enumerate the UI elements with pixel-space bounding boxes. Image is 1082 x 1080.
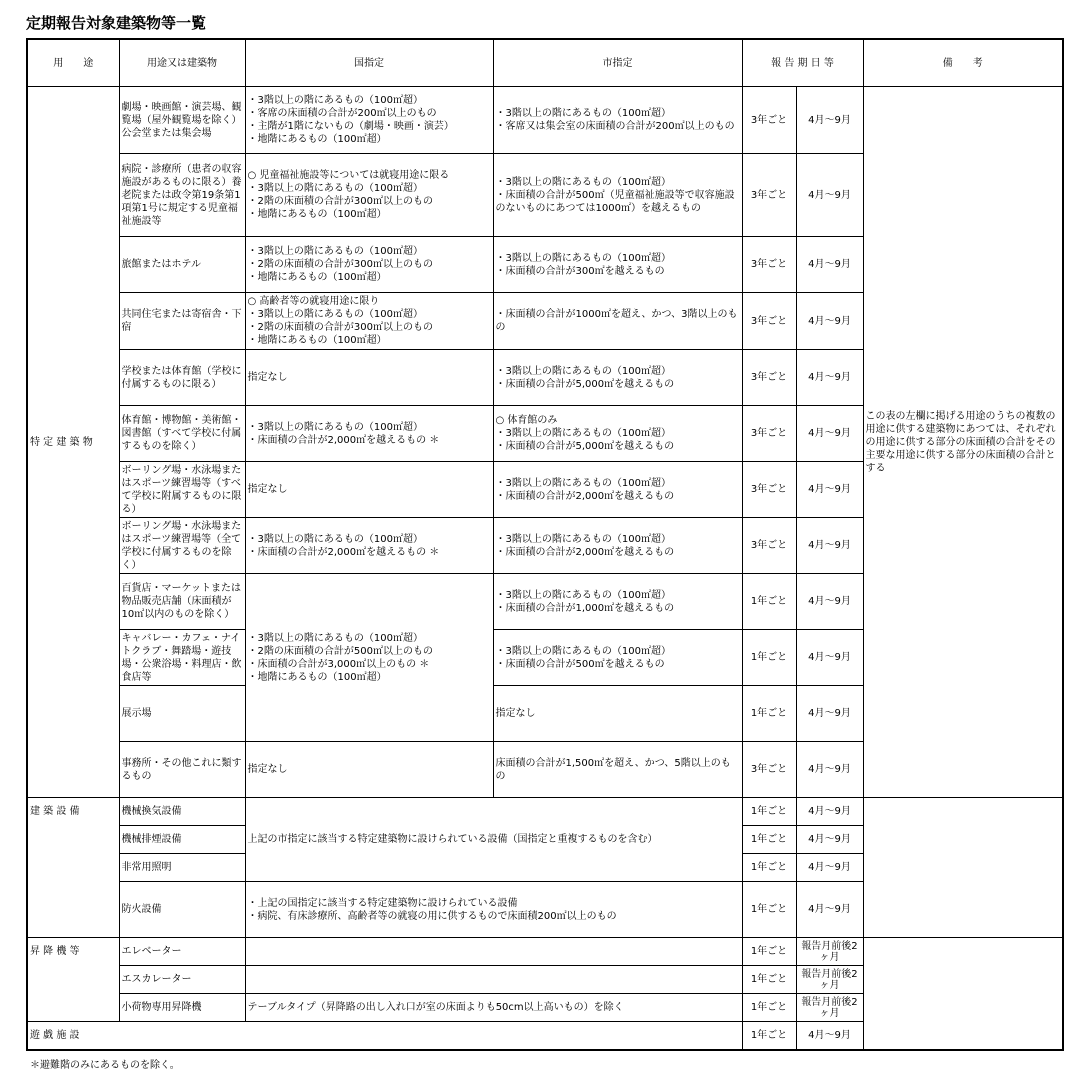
- city-cell: 床面積の合計が1,500㎡を超え、かつ、5階以上のもの: [493, 742, 742, 798]
- interval-cell: 3年ごと: [742, 462, 796, 518]
- city-cell: ・3階以上の階にあるもの（100㎡超） ・床面積の合計が1,000㎡を越えるもの: [493, 574, 742, 630]
- interval-cell: 1年ごと: [742, 1022, 796, 1050]
- national-cell: 指定なし: [245, 742, 493, 798]
- building-cell: 事務所・その他これに類するもの: [119, 742, 245, 798]
- city-cell: ・3階以上の階にあるもの（100㎡超） ・床面積の合計が300㎡を越えるもの: [493, 237, 742, 293]
- category-elevators: 昇 降 機 等: [27, 938, 119, 1022]
- header-building: 用途又は建築物: [119, 39, 245, 87]
- interval-cell: 1年ごと: [742, 630, 796, 686]
- category-amusement: 遊 戯 施 設: [27, 1022, 742, 1050]
- national-cell: 指定なし: [245, 462, 493, 518]
- national-cell: ・3階以上の階にあるもの（100㎡超） ・2階の床面積の合計が300㎡以上のもの ・地階にあるもの（100㎡超）: [245, 237, 493, 293]
- elevator-text-cell: [245, 938, 742, 966]
- city-cell: ・3階以上の階にあるもの（100㎡超） ・床面積の合計が2,000㎡を越えるもの: [493, 518, 742, 574]
- months-cell: 4月～9月: [796, 293, 863, 350]
- building-cell: キャバレー・カフェ・ナイトクラブ・舞踏場・遊技場・公衆浴場・料理店・飲食店等: [119, 630, 245, 686]
- building-cell: 共同住宅または寄宿舎・下宿: [119, 293, 245, 350]
- table-row: [27, 938, 1063, 966]
- building-cell: 展示場: [119, 686, 245, 742]
- fire-equipment-cell: ・上記の国指定に該当する特定建築物に設けられている設備 ・病院、有床診療所、高齢者等の就寝の用に供するもので床面積200㎡以上のもの: [245, 882, 742, 938]
- interval-cell: 3年ごと: [742, 518, 796, 574]
- header-national: 国指定: [245, 39, 493, 87]
- interval-cell: 3年ごと: [742, 237, 796, 293]
- interval-cell: 1年ごと: [742, 798, 796, 826]
- table-row: [27, 87, 1063, 154]
- report-table: [26, 38, 1064, 1051]
- interval-cell: 3年ごと: [742, 350, 796, 406]
- building-cell: 病院・診療所（患者の収容施設があるものに限る）養老院または政令第19条第1項第1号に規定する児童福祉施設等: [119, 154, 245, 237]
- building-cell: ボーリング場・水泳場またはスポーツ練習場等（すべて学校に附属するものに限る）: [119, 462, 245, 518]
- months-cell: 4月～9月: [796, 237, 863, 293]
- city-cell: ・3階以上の階にあるもの（100㎡超） ・床面積の合計が2,000㎡を越えるもの: [493, 462, 742, 518]
- months-cell: 4月～9月: [796, 742, 863, 798]
- header-remarks: 備 考: [863, 39, 1063, 87]
- interval-cell: 3年ごと: [742, 742, 796, 798]
- interval-cell: 1年ごと: [742, 882, 796, 938]
- months-cell: 4月～9月: [796, 350, 863, 406]
- city-cell: ○ 体育館のみ ・3階以上の階にあるもの（100㎡超） ・床面積の合計が5,000㎡を越えるもの: [493, 406, 742, 462]
- months-cell: 4月～9月: [796, 882, 863, 938]
- city-cell: ・3階以上の階にあるもの（100㎡超） ・床面積の合計が5,000㎡を越えるもの: [493, 350, 742, 406]
- months-cell: 4月～9月: [796, 1022, 863, 1050]
- interval-cell: 1年ごと: [742, 826, 796, 854]
- header-report-period: 報 告 期 日 等: [742, 39, 863, 87]
- building-cell: エレベーター: [119, 938, 245, 966]
- category-building-equipment: 建 築 設 備: [27, 798, 119, 938]
- building-cell: 旅館またはホテル: [119, 237, 245, 293]
- national-cell: ○ 児童福祉施設等については就寝用途に限る ・3階以上の階にあるもの（100㎡超） ・2階の床面積の合計が300㎡以上のもの ・地階にあるもの（100㎡超）: [245, 154, 493, 237]
- elevator-text-cell: テーブルタイプ（昇降路の出し入れ口が室の床面よりも50cm以上高いもの）を除く: [245, 994, 742, 1022]
- equipment-shared-cell: 上記の市指定に該当する特定建築物に設けられている設備（国指定と重複するものを含む）: [245, 798, 742, 882]
- months-cell: 報告月前後2ヶ月: [796, 966, 863, 994]
- building-cell: ボーリング場・水泳場またはスポーツ練習場等（全て学校に付属するものを除く）: [119, 518, 245, 574]
- city-cell: 指定なし: [493, 686, 742, 742]
- page-title: 定期報告対象建築物等一覧: [26, 14, 207, 32]
- months-cell: 4月～9月: [796, 574, 863, 630]
- national-cell: ・3階以上の階にあるもの（100㎡超） ・床面積の合計が2,000㎡を越えるもの ＊: [245, 406, 493, 462]
- interval-cell: 1年ごと: [742, 966, 796, 994]
- city-cell: ・3階以上の階にあるもの（100㎡超） ・客席又は集会室の床面積の合計が200㎡以上のもの: [493, 87, 742, 154]
- interval-cell: 3年ごと: [742, 154, 796, 237]
- remarks-cell: この表の左欄に掲げる用途のうちの複数の用途に供する建築物にあつては、それぞれの用途に供する部分の床面積の合計をその主要な用途に供する部分の床面積の合計とする: [863, 87, 1063, 798]
- building-cell: 機械排煙設備: [119, 826, 245, 854]
- header-use: 用 途: [27, 39, 119, 87]
- national-cell: ○ 高齢者等の就寝用途に限り ・3階以上の階にあるもの（100㎡超） ・2階の床面積の合計が300㎡以上のもの ・地階にあるもの（100㎡超）: [245, 293, 493, 350]
- national-cell: 指定なし: [245, 350, 493, 406]
- building-cell: 小荷物専用昇降機: [119, 994, 245, 1022]
- footnote: ＊避難階のみにあるものを除く。: [30, 1060, 180, 1071]
- remarks-empty-cell: [863, 938, 1063, 1050]
- national-cell: ・3階以上の階にあるもの（100㎡超） ・客席の床面積の合計が200㎡以上のもの ・主階が1階にないもの（劇場・映画・演芸） ・地階にあるもの（100㎡超）: [245, 87, 493, 154]
- building-cell: エスカレーター: [119, 966, 245, 994]
- months-cell: 4月～9月: [796, 462, 863, 518]
- interval-cell: 1年ごと: [742, 574, 796, 630]
- building-cell: 非常用照明: [119, 854, 245, 882]
- months-cell: 4月～9月: [796, 406, 863, 462]
- header-row: [27, 39, 1063, 87]
- national-cell: ・3階以上の階にあるもの（100㎡超） ・床面積の合計が2,000㎡を越えるもの ＊: [245, 518, 493, 574]
- building-cell: 百貨店・マーケットまたは物品販売店舗（床面積が10㎡以内のものを除く）: [119, 574, 245, 630]
- building-cell: 劇場・映画館・演芸場、観覧場（屋外観覧場を除く）公会堂または集会場: [119, 87, 245, 154]
- city-cell: ・床面積の合計が1000㎡を超え、かつ、3階以上のもの: [493, 293, 742, 350]
- months-cell: 4月～9月: [796, 854, 863, 882]
- interval-cell: 1年ごと: [742, 854, 796, 882]
- interval-cell: 3年ごと: [742, 293, 796, 350]
- building-cell: 防火設備: [119, 882, 245, 938]
- interval-cell: 1年ごと: [742, 938, 796, 966]
- months-cell: 4月～9月: [796, 154, 863, 237]
- interval-cell: 3年ごと: [742, 406, 796, 462]
- elevator-text-cell: [245, 966, 742, 994]
- building-cell: 体育館・博物館・美術館・図書館（すべて学校に付属するものを除く）: [119, 406, 245, 462]
- interval-cell: 1年ごと: [742, 994, 796, 1022]
- months-cell: 4月～9月: [796, 826, 863, 854]
- city-cell: ・3階以上の階にあるもの（100㎡超） ・床面積の合計が500㎡（児童福祉施設等で収容施設のないものにあつては1000㎡）を越えるもの: [493, 154, 742, 237]
- months-cell: 報告月前後2ヶ月: [796, 994, 863, 1022]
- building-cell: 機械換気設備: [119, 798, 245, 826]
- months-cell: 報告月前後2ヶ月: [796, 938, 863, 966]
- interval-cell: 1年ごと: [742, 686, 796, 742]
- national-cell: ・3階以上の階にあるもの（100㎡超） ・2階の床面積の合計が500㎡以上のもの ・床面積の合計が3,000㎡以上のもの ＊ ・地階にあるもの（100㎡超）: [245, 574, 493, 742]
- months-cell: 4月～9月: [796, 87, 863, 154]
- building-cell: 学校または体育館（学校に付属するものに限る）: [119, 350, 245, 406]
- months-cell: 4月～9月: [796, 798, 863, 826]
- months-cell: 4月～9月: [796, 686, 863, 742]
- months-cell: 4月～9月: [796, 630, 863, 686]
- header-city: 市指定: [493, 39, 742, 87]
- table-row: [27, 798, 1063, 826]
- category-specified-buildings: 特 定 建 築 物: [27, 87, 119, 798]
- remarks-empty-cell: [863, 798, 1063, 938]
- city-cell: ・3階以上の階にあるもの（100㎡超） ・床面積の合計が500㎡を越えるもの: [493, 630, 742, 686]
- interval-cell: 3年ごと: [742, 87, 796, 154]
- months-cell: 4月～9月: [796, 518, 863, 574]
